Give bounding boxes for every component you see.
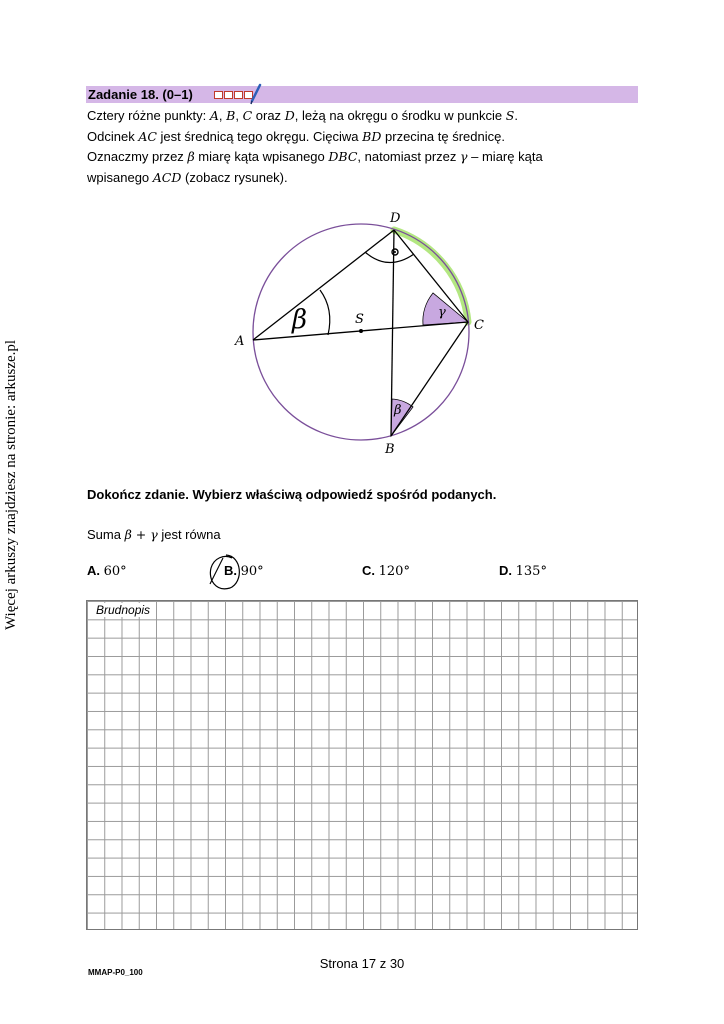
option-c[interactable]: C. 120° [362,563,410,579]
scratchpad-grid[interactable] [86,600,638,930]
segment-ac-symbol: AC [138,128,157,144]
label-gamma: γ [438,305,446,320]
segment-bc [391,322,468,436]
statement-line-4: wpisanego ACD (zobacz rysunek). [87,169,288,185]
chord-bd-symbol: BD [362,128,382,144]
point-s-symbol: S [505,108,515,123]
statement-line-1: Cztery różne punkty: A, B, C oraz D, leżą na okręgu o środku w punkcie S. [87,108,518,123]
statement-line-2: Odcinek AC jest średnicą tego okręgu. Cięciwa BD przecina tę średnicę. [87,128,505,144]
geometry-figure [228,204,488,459]
label-a: A [235,334,245,349]
option-b[interactable]: B. 90° [224,563,264,579]
task-header [86,86,638,103]
option-d[interactable]: D. 135° [499,563,547,579]
statement-line-3: Oznaczmy przez β miarę kąta wpisanego DBC, natomiast przez γ – miarę kąta [87,149,543,164]
score-box [234,91,243,99]
right-angle-dot [394,251,396,253]
angle-a-arc [320,290,330,335]
beta-plus-gamma: β + γ [124,527,158,542]
score-box [214,91,223,99]
point-c-symbol: C [242,108,253,123]
label-c: C [474,318,484,333]
label-beta: β [394,403,402,418]
angle-acd-symbol: ACD [152,169,182,185]
gamma-symbol: γ [460,149,468,164]
segment-ad [253,230,394,340]
document-code: MMAP-P0_100 [88,968,143,977]
angle-dbc-symbol: DBC [328,149,358,164]
label-d: D [390,211,401,226]
angle-d-arc [365,252,414,263]
side-watermark-text: Więcej arkuszy znajdziesz na stronie: arkusze.pl [3,339,19,630]
point-b-symbol: B [226,108,236,123]
label-b: B [385,442,395,457]
score-box [224,91,233,99]
pen-icon [250,83,262,105]
score-boxes [214,91,253,99]
option-a[interactable]: A. 60° [87,563,127,579]
point-a-symbol: A [209,108,219,123]
label-s: S [355,312,364,327]
instruction: Dokończ zdanie. Wybierz właściwą odpowiedź spośród podanych. [87,487,497,502]
point-d-symbol: D [284,108,295,123]
handwritten-beta: β [292,305,308,335]
task-statement [87,106,647,188]
task-title: Zadanie 18. (0–1) [88,87,193,102]
page-number: Strona 17 z 30 [319,956,405,971]
beta-symbol: β [187,149,195,164]
scratchpad-label: Brudnopis [93,603,153,617]
question-text: Suma β + γ jest równa [87,527,221,542]
center-point-s [359,329,363,333]
